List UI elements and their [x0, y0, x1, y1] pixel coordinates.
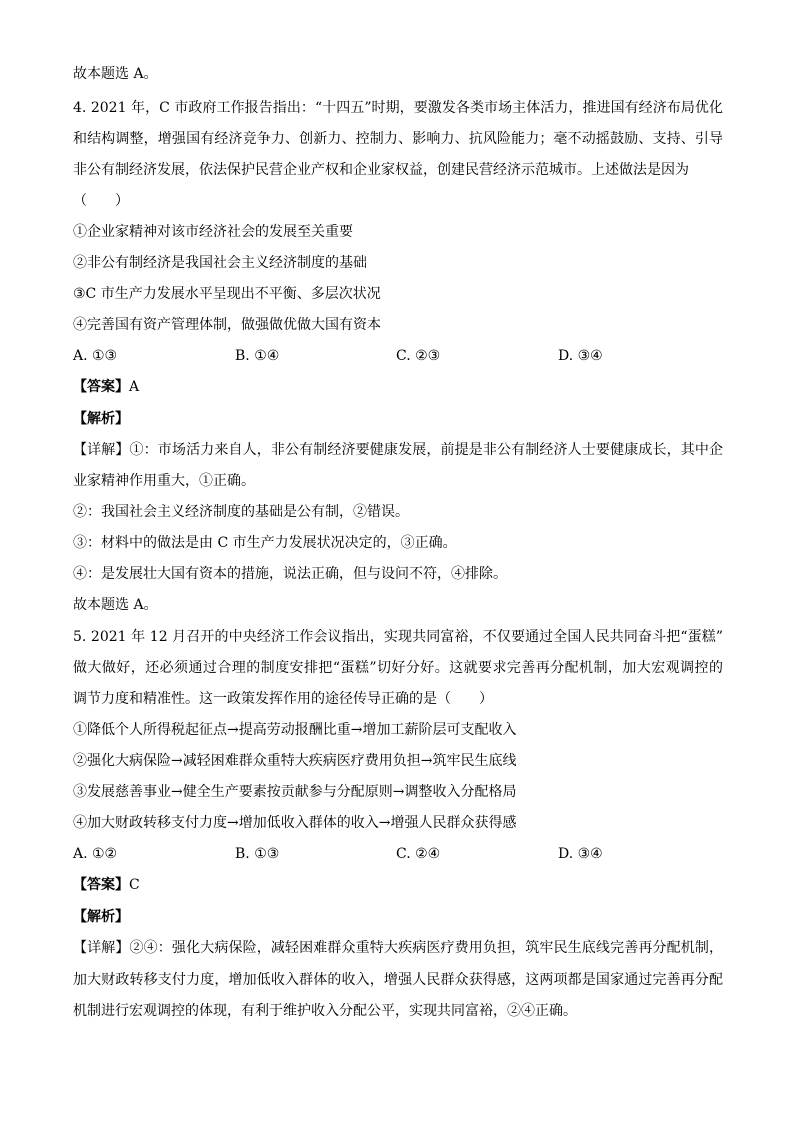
q4-statement-2: ②非公有制经济是我国社会主义经济制度的基础 — [73, 255, 367, 271]
q5-answer-value: C — [129, 877, 140, 893]
q5-stem-line: 5. 2021 年 12 月召开的中央经济工作会议指出，实现共同富裕，不仅要通过全国人民共同奋斗把“蛋糕” — [73, 629, 723, 645]
q4-option-c: C. ②③ — [396, 348, 441, 364]
q5-option-a: A. ①② — [73, 846, 118, 862]
q5-statement-4: ④加大财政转移支付力度→增加低收入群体的收入→增强人民群众获得感 — [73, 815, 517, 831]
q4-option-b: B. ①④ — [235, 348, 280, 364]
q4-stem-line: 和结构调整，增强国有经济竞争力、创新力、控制力、影响力、抗风险能力；毫不动摇鼓励、支持、引导 — [73, 131, 723, 147]
q4-stem-blank: （ ） — [73, 193, 129, 209]
q4-detail-line: ④：是发展壮大国有资本的措施，说法正确，但与设问不符，④排除。 — [73, 566, 507, 582]
q3-conclusion: 故本题选 A。 — [73, 66, 158, 82]
q5-stem-line: 调节力度和精准性。这一政策发挥作用的途径传导正确的是（ ） — [73, 691, 493, 707]
q5-statement-3: ③发展慈善事业→健全生产要素按贡献参与分配原则→调整收入分配格局 — [73, 784, 517, 800]
q5-detail-line: 加大财政转移支付力度，增加低收入群体的收入，增强人民群众获得感，这两项都是国家通过完善再分配 — [73, 972, 723, 988]
q5-option-d: D. ③④ — [558, 846, 603, 862]
q5-detail-line: 【详解】②④：强化大病保险，减轻困难群众重特大疾病医疗费用负担，筑牢民生底线完善再分配机制， — [73, 940, 723, 956]
q4-statement-3: ③C 市生产力发展水平呈现出不平衡、多层次状况 — [73, 286, 381, 302]
q4-statement-4: ④完善国有资产管理体制，做强做优做大国有资本 — [73, 317, 381, 333]
q5-statement-1: ①降低个人所得税起征点→提高劳动报酬比重→增加工薪阶层可支配收入 — [73, 722, 517, 738]
q5-option-c: C. ②④ — [396, 846, 441, 862]
q4-option-a: A. ①③ — [73, 348, 118, 364]
q4-detail-line: 业家精神作用重大，①正确。 — [73, 473, 255, 489]
q5-analysis-label: 【解析】 — [73, 909, 129, 925]
q4-answer — [73, 377, 723, 397]
q5-stem-line: 做大做好，还必须通过合理的制度安排把“蛋糕”切好分好。这就要求完善再分配机制，加大宏观调控的 — [73, 660, 723, 676]
q4-analysis-label: 【解析】 — [73, 411, 129, 427]
q4-detail-line: ③：材料中的做法是由 C 市生产力发展状况决定的，③正确。 — [73, 535, 457, 551]
q4-answer-label: 【答案】 — [73, 379, 129, 395]
q4-statement-1: ①企业家精神对该市经济社会的发展至关重要 — [73, 224, 353, 240]
q4-option-d: D. ③④ — [558, 348, 603, 364]
q4-answer-value: A — [129, 379, 140, 395]
q5-detail-line: 机制进行宏观调控的体现，有利于维护收入分配公平，实现共同富裕，②④正确。 — [73, 1003, 577, 1019]
q4-stem-line: 4. 2021 年，C 市政府工作报告指出：“十四五”时期，要激发各类市场主体活力，推进国有经济布局优化 — [73, 100, 723, 116]
q4-conclusion: 故本题选 A。 — [73, 597, 158, 613]
q5-option-b: B. ①③ — [235, 846, 280, 862]
q4-stem-line: 非公有制经济发展，依法保护民营企业产权和企业家权益，创建民营经济示范城市。上述做法是因为 — [73, 162, 689, 178]
q5-statement-2: ②强化大病保险→减轻困难群众重特大疾病医疗费用负担→筑牢民生底线 — [73, 753, 517, 769]
q5-answer — [73, 875, 723, 895]
q4-detail-line: 【详解】①：市场活力来自人，非公有制经济要健康发展，前提是非公有制经济人士要健康成长，其中企 — [73, 442, 723, 458]
q4-detail-line: ②：我国社会主义经济制度的基础是公有制，②错误。 — [73, 504, 409, 520]
q5-answer-label: 【答案】 — [73, 877, 129, 893]
